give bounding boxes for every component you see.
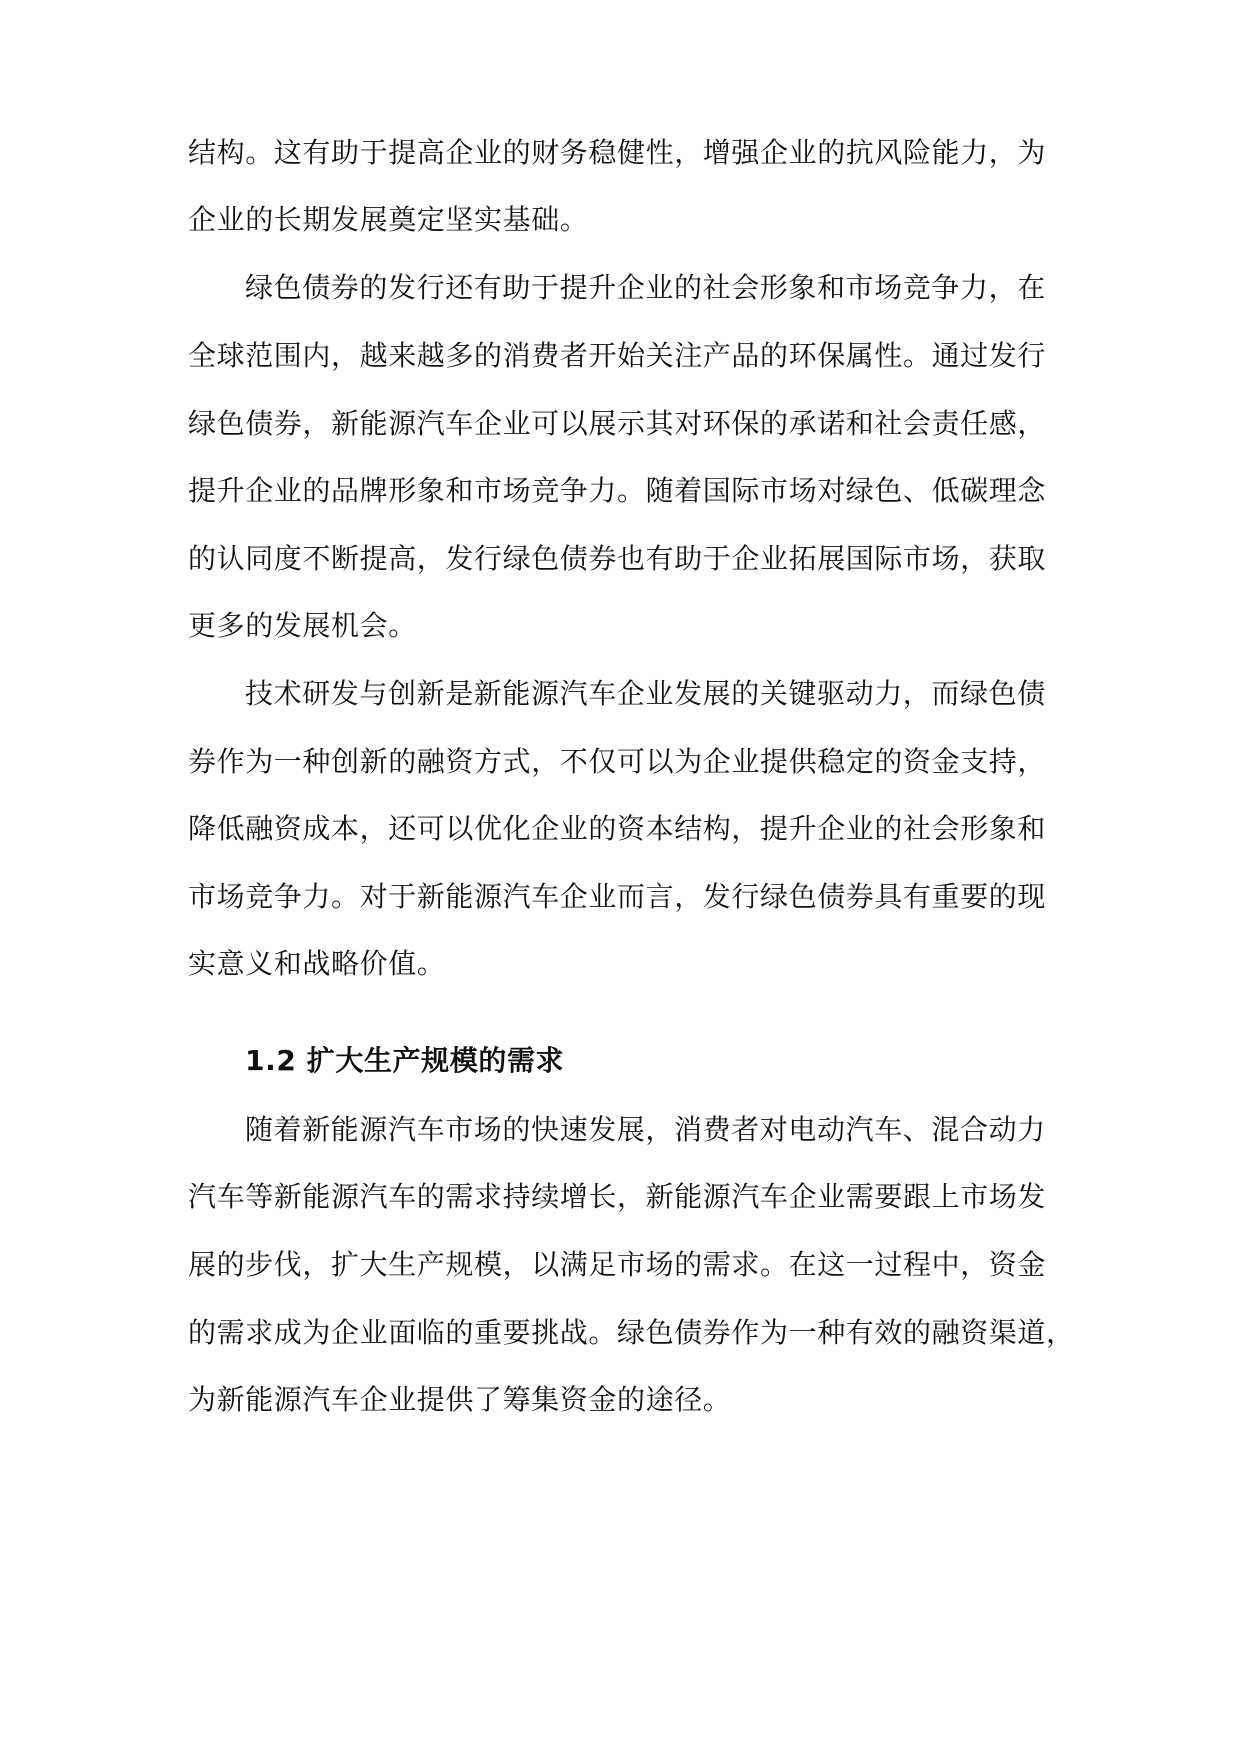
paragraph-2-line-6: 更多的发展机会。 — [188, 609, 417, 642]
paragraph-4-line-2: 汽车等新能源汽车的需求持续增长，新能源汽车企业需要跟上市场发 — [188, 1180, 1047, 1213]
paragraph-3-line-2: 券作为一种创新的融资方式，不仅可以为企业提供稳定的资金支持， — [188, 745, 1047, 778]
paragraph-2-line-4: 提升企业的品牌形象和市场竞争力。随着国际市场对绿色、低碳理念 — [188, 474, 1047, 507]
paragraph-2-line-3: 绿色债券，新能源汽车企业可以展示其对环保的承诺和社会责任感， — [188, 407, 1047, 440]
paragraph-4-line-5: 为新能源汽车企业提供了筹集资金的途径。 — [188, 1383, 732, 1416]
paragraph-2-line-2: 全球范围内，越来越多的消费者开始关注产品的环保属性。通过发行 — [188, 339, 1047, 372]
paragraph-4-line-3: 展的步伐，扩大生产规模，以满足市场的需求。在这一过程中，资金 — [188, 1248, 1047, 1281]
paragraph-2-line-1: 绿色债券的发行还有助于提升企业的社会形象和市场竞争力，在 — [245, 271, 1046, 304]
paragraph-3-line-3: 降低融资成本，还可以优化企业的资本结构，提升企业的社会形象和 — [188, 812, 1047, 845]
section-heading: 1.2 扩大生产规模的需求 — [245, 1044, 565, 1077]
paragraph-3-line-5: 实意义和战略价值。 — [188, 947, 446, 980]
paragraph-1-line-1: 结构。这有助于提高企业的财务稳健性，增强企业的抗风险能力，为 — [188, 136, 1047, 169]
paragraph-4-line-1: 随着新能源汽车市场的快速发展，消费者对电动汽车、混合动力 — [245, 1113, 1046, 1146]
paragraph-3-line-4: 市场竞争力。对于新能源汽车企业而言，发行绿色债券具有重要的现 — [188, 880, 1047, 913]
paragraph-3-line-1: 技术研发与创新是新能源汽车企业发展的关键驱动力，而绿色债 — [245, 677, 1046, 710]
paragraph-2-line-5: 的认同度不断提高，发行绿色债券也有助于企业拓展国际市场，获取 — [188, 542, 1047, 575]
paragraph-1-line-2: 企业的长期发展奠定坚实基础。 — [188, 203, 589, 236]
paragraph-4-line-4: 的需求成为企业面临的重要挑战。绿色债券作为一种有效的融资渠道， — [188, 1316, 1075, 1349]
